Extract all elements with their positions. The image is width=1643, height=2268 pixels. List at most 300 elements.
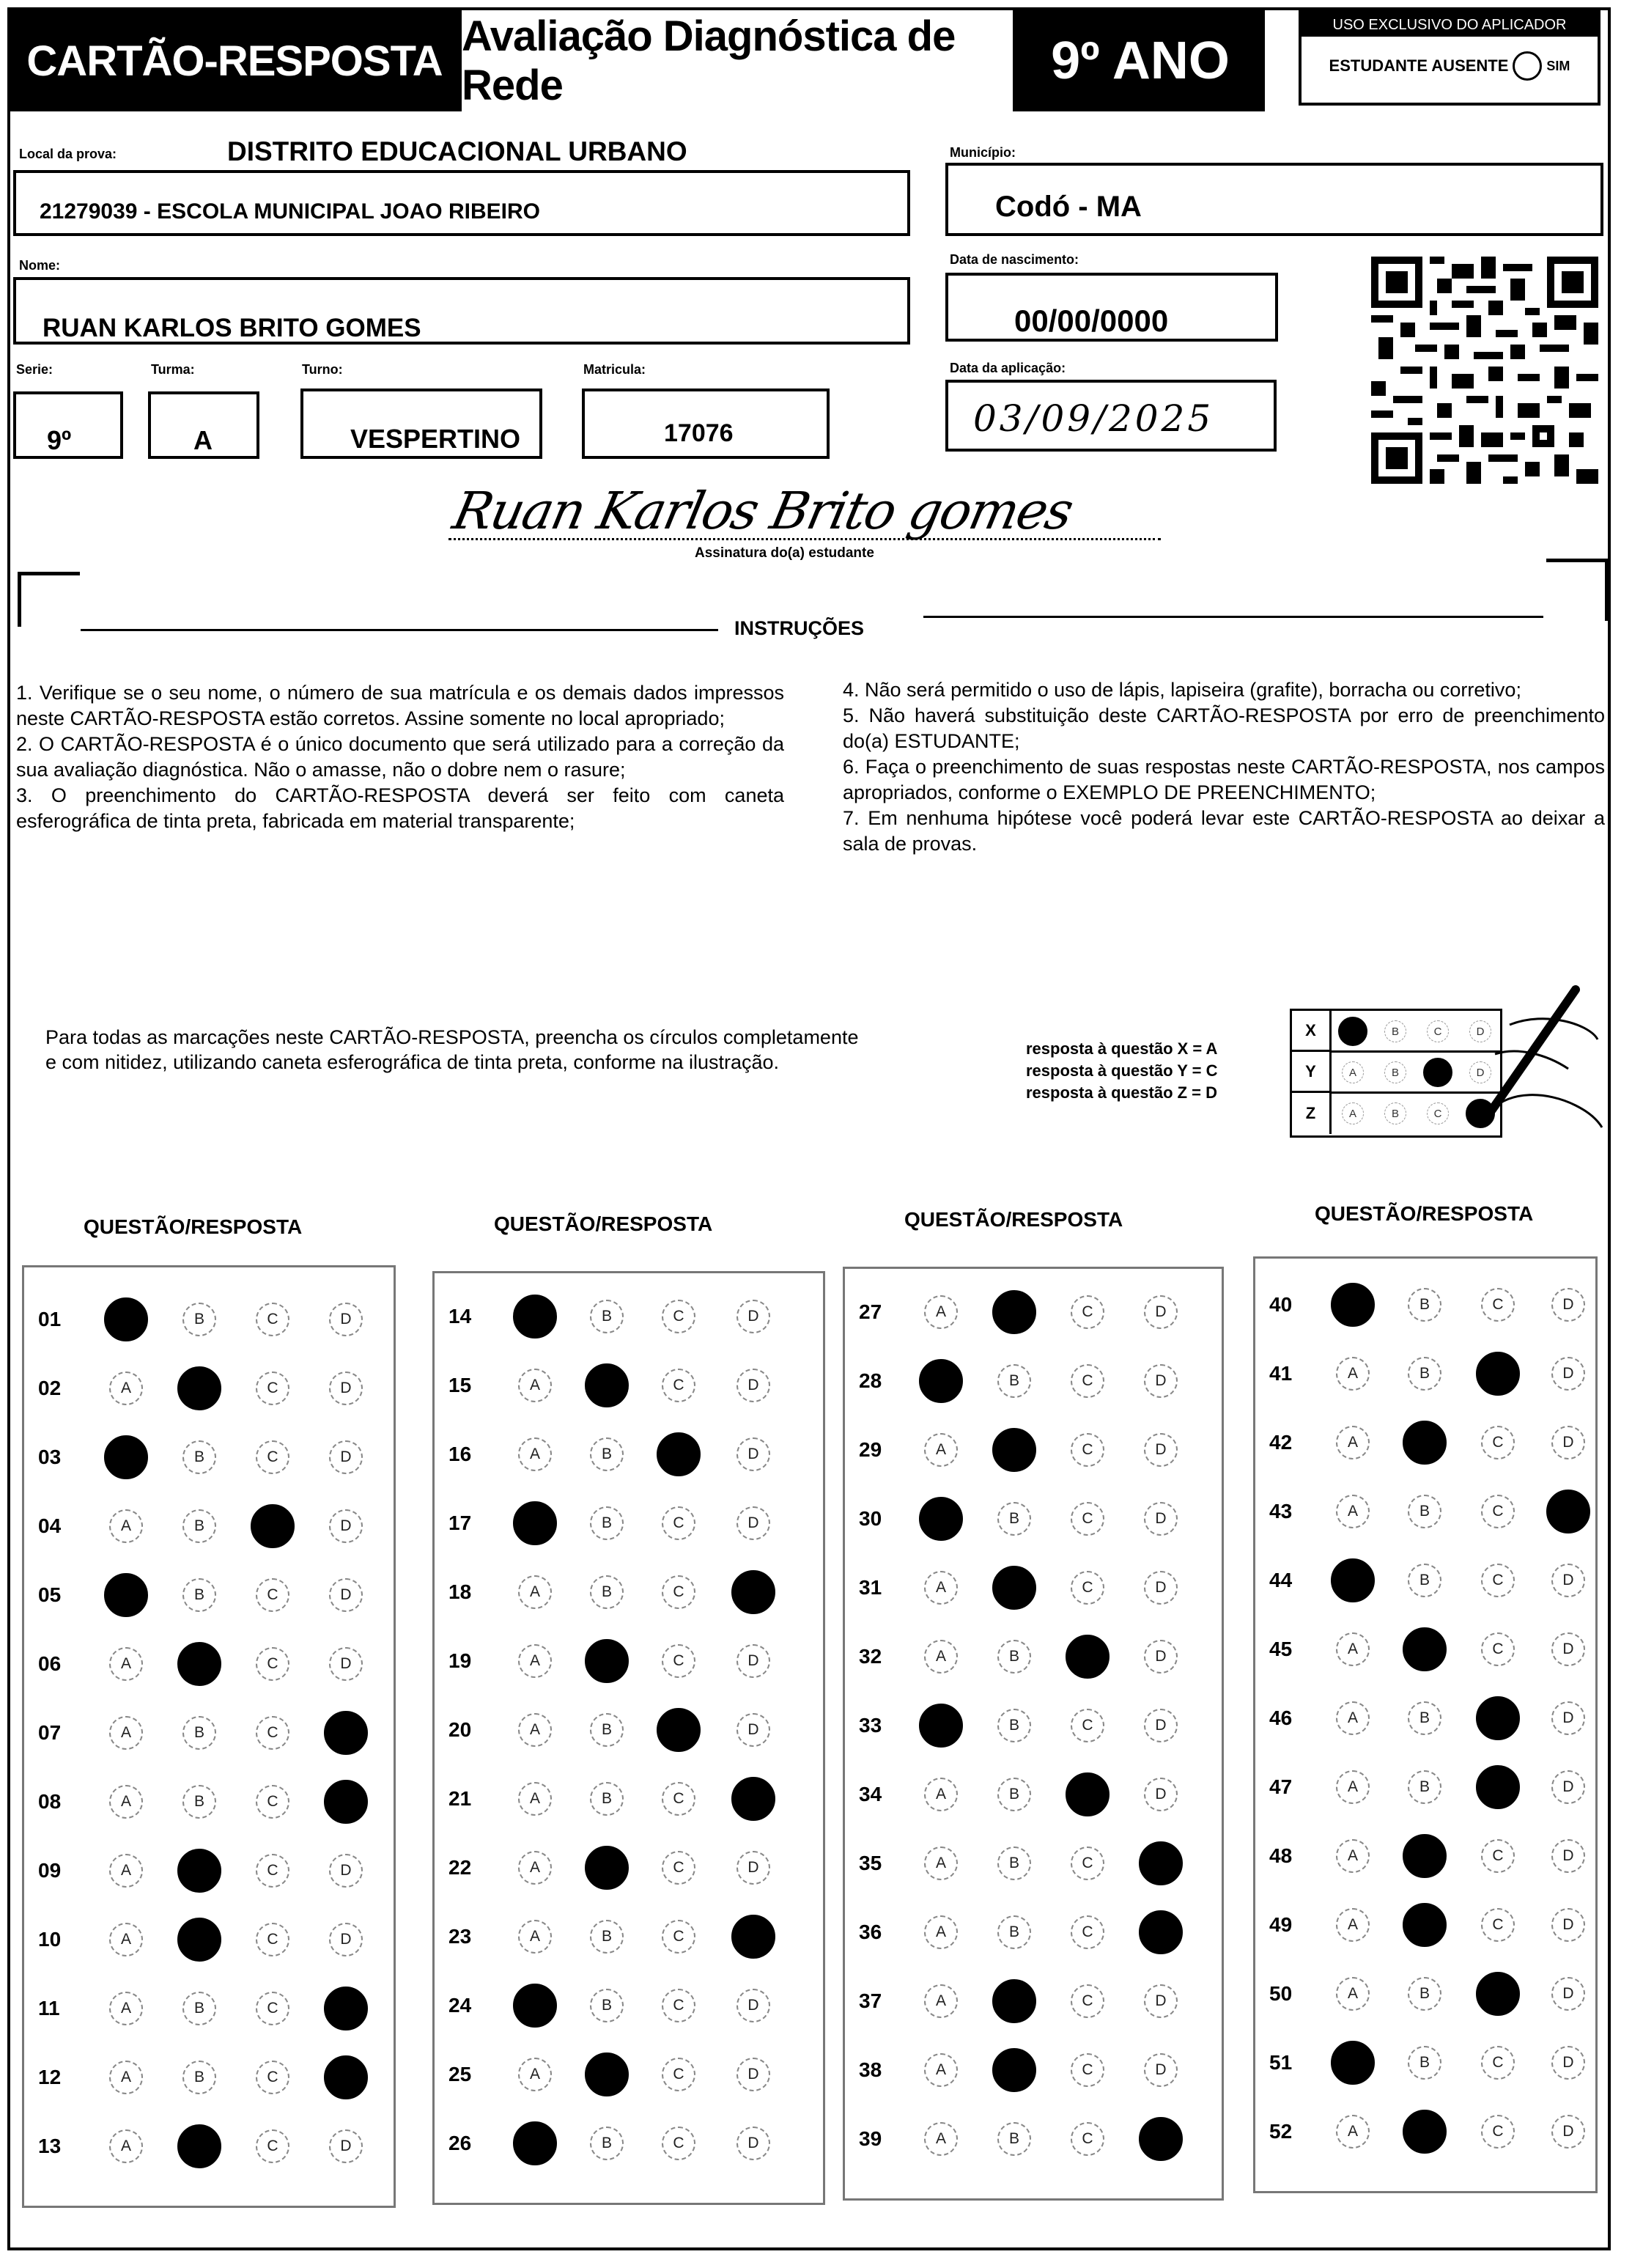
answer-bubble-d[interactable]: D <box>736 1989 770 2022</box>
serie-value: 9º <box>47 425 72 455</box>
question-number: 45 <box>1269 1638 1293 1660</box>
answer-bubble-a[interactable]: A <box>924 1571 958 1605</box>
answer-bubble-d[interactable]: D <box>1551 1908 1585 1942</box>
answer-bubble-a[interactable]: A <box>1336 1908 1370 1942</box>
answer-bubble-d[interactable]: D <box>1144 1502 1178 1536</box>
answer-bubble-b[interactable] <box>585 1639 629 1683</box>
answer-bubble-c[interactable]: C <box>1481 1426 1515 1459</box>
answer-bubble-d[interactable]: D <box>736 1437 770 1471</box>
answer-bubble-c[interactable]: C <box>256 1992 289 2025</box>
example-bubble: D <box>1469 1020 1491 1042</box>
answer-bubble-d[interactable] <box>731 1570 775 1614</box>
answer-bubble-b[interactable]: B <box>1408 2046 1441 2080</box>
question-number: 49 <box>1269 1913 1293 1936</box>
answer-bubble-b[interactable] <box>1403 1903 1447 1947</box>
answer-bubble-c[interactable] <box>1066 1635 1110 1679</box>
answer-bubble-c[interactable] <box>1476 1765 1520 1809</box>
answer-bubble-b[interactable]: B <box>590 1575 624 1609</box>
answer-bubble-d[interactable]: D <box>1551 1632 1585 1666</box>
answer-bubble-b[interactable] <box>1403 1627 1447 1671</box>
answer-bubble-b[interactable]: B <box>1408 1770 1441 1804</box>
answer-bubble-b[interactable]: B <box>1408 1495 1441 1528</box>
answer-bubble-a[interactable]: A <box>109 1992 143 2025</box>
answer-bubble-d[interactable]: D <box>1144 1571 1178 1605</box>
question-number: 29 <box>859 1438 882 1461</box>
answer-bubble-c[interactable]: C <box>662 1575 695 1609</box>
signature-label: Assinatura do(a) estudante <box>695 545 874 561</box>
answer-bubble-b[interactable]: B <box>997 1778 1031 1811</box>
municipio-label: Município: <box>950 145 1016 160</box>
question-number: 41 <box>1269 1362 1293 1385</box>
answer-bubble-d[interactable]: D <box>736 1300 770 1333</box>
answer-bubble-b[interactable]: B <box>182 1578 216 1612</box>
answer-bubble-b[interactable]: B <box>590 1782 624 1816</box>
bracket-left <box>18 572 80 627</box>
question-number: 46 <box>1269 1706 1293 1729</box>
answer-bubble-d[interactable] <box>1139 2117 1183 2161</box>
question-number: 31 <box>859 1576 882 1599</box>
answer-bubble-b[interactable]: B <box>182 1992 216 2025</box>
question-number: 01 <box>38 1308 62 1330</box>
question-number: 39 <box>859 2127 882 2150</box>
answer-bubble-a[interactable]: A <box>924 1433 958 1467</box>
nome-label: Nome: <box>19 258 61 273</box>
answer-bubble-b[interactable] <box>585 1363 629 1407</box>
answer-bubble-c[interactable]: C <box>1071 1984 1104 2018</box>
answer-bubble-d[interactable]: D <box>329 1509 363 1543</box>
answer-bubble-d[interactable]: D <box>1551 1357 1585 1391</box>
answer-bubble-b[interactable]: B <box>590 1506 624 1540</box>
answer-bubble-a[interactable]: A <box>109 1923 143 1956</box>
answer-bubble-c[interactable] <box>1476 1972 1520 2016</box>
question-number: 37 <box>859 1989 882 2012</box>
answer-bubble-d[interactable]: D <box>329 1647 363 1681</box>
answers-column-title: QUESTÃO/RESPOSTA <box>494 1212 713 1235</box>
answer-bubble-b[interactable] <box>177 1642 221 1686</box>
absent-label: ESTUDANTE AUSENTE <box>1329 56 1509 75</box>
answer-bubble-c[interactable]: C <box>1481 1288 1515 1322</box>
question-number: 05 <box>38 1583 62 1606</box>
answer-bubble-d[interactable]: D <box>736 1851 770 1885</box>
question-number: 06 <box>38 1652 62 1675</box>
answer-bubble-b[interactable]: B <box>997 1364 1031 1398</box>
answer-bubble-a[interactable]: A <box>924 1915 958 1949</box>
example-text: Para todas as marcações neste CARTÃO-RESPOSTA, preencha os círculos completamente e com nitidez, utilizando caneta esferográfica de tinta preta, conforme na ilustração. <box>45 1026 859 1073</box>
answer-bubble-c[interactable]: C <box>1071 1571 1104 1605</box>
answer-bubble-c[interactable]: C <box>1071 1295 1104 1329</box>
instruction-5: 5. Não haverá substituição deste CARTÃO-RESPOSTA por erro de preenchimento do(a) ESTUDANTE; <box>843 704 1605 752</box>
example-bubble: B <box>1384 1061 1406 1083</box>
qr-code <box>1370 257 1599 484</box>
turno-value: VESPERTINO <box>350 424 521 454</box>
answer-bubble-a[interactable]: A <box>1336 1426 1370 1459</box>
answer-bubble-c[interactable] <box>251 1504 295 1548</box>
answer-bubble-b[interactable]: B <box>997 1847 1031 1880</box>
answer-bubble-b[interactable] <box>177 2124 221 2168</box>
answer-bubble-d[interactable] <box>731 1777 775 1821</box>
applicator-box <box>1299 10 1600 106</box>
question-number: 36 <box>859 1921 882 1943</box>
answer-bubble-b[interactable]: B <box>590 2127 624 2160</box>
answer-bubble-d[interactable]: D <box>1551 1839 1585 1873</box>
instruction-3: 3. O preenchimento do CARTÃO-RESPOSTA deverá ser feito com caneta esferográfica de tinta preta, fabricada em material transparente; <box>16 784 784 832</box>
answer-bubble-d[interactable]: D <box>736 2058 770 2091</box>
answer-bubble-b[interactable] <box>992 1428 1036 1472</box>
answer-bubble-a[interactable] <box>513 1501 557 1545</box>
example-bubble: D <box>1469 1061 1491 1083</box>
question-number: 14 <box>448 1305 472 1328</box>
answer-bubble-c[interactable]: C <box>1071 1709 1104 1742</box>
example-bubble: C <box>1427 1020 1449 1042</box>
answer-bubble-c[interactable]: C <box>256 1923 289 1956</box>
absent-option: SIM <box>1546 58 1570 73</box>
aplicacao-value: 03/09/2025 <box>973 397 1214 440</box>
question-number: 18 <box>448 1580 472 1603</box>
answer-bubble-d[interactable]: D <box>329 1854 363 1888</box>
answer-bubble-a[interactable]: A <box>518 1920 552 1954</box>
instruction-2: 2. O CARTÃO-RESPOSTA é o único documento que será utilizado para a correção da sua avaliação diagnóstica. Não o amasse, não o dobre nem o rasure; <box>16 733 784 781</box>
answer-bubble-a[interactable]: A <box>109 1854 143 1888</box>
answer-bubble-d[interactable]: D <box>1144 1709 1178 1742</box>
answer-bubble-d[interactable]: D <box>329 1440 363 1474</box>
grade-title: 9º ANO <box>1016 10 1265 111</box>
example-bubble <box>1423 1058 1452 1087</box>
question-number: 22 <box>448 1856 472 1879</box>
answer-bubble-c[interactable]: C <box>256 1854 289 1888</box>
answer-bubble-a[interactable] <box>919 1359 963 1403</box>
answer-bubble-d[interactable]: D <box>1551 1426 1585 1459</box>
question-number: 16 <box>448 1443 472 1465</box>
answer-bubble-c[interactable] <box>1066 1772 1110 1816</box>
answer-bubble-d[interactable]: D <box>736 1369 770 1402</box>
answer-bubble-d[interactable] <box>324 1780 368 1824</box>
answer-bubble-a[interactable]: A <box>924 1847 958 1880</box>
answer-bubble-d[interactable]: D <box>1551 2046 1585 2080</box>
answer-bubble-a[interactable]: A <box>1336 1770 1370 1804</box>
matricula-value: 17076 <box>664 419 734 447</box>
answer-bubble-d[interactable]: D <box>329 1303 363 1336</box>
question-number: 25 <box>448 2063 472 2085</box>
answer-bubble-d[interactable]: D <box>1551 1564 1585 1597</box>
answer-bubble-d[interactable]: D <box>1144 1778 1178 1811</box>
question-number: 28 <box>859 1369 882 1392</box>
question-number: 11 <box>38 1997 60 2020</box>
answer-bubble-b[interactable]: B <box>590 1920 624 1954</box>
question-number: 40 <box>1269 1293 1293 1316</box>
answer-bubble-d[interactable]: D <box>1144 1364 1178 1398</box>
answer-bubble-a[interactable]: A <box>518 1369 552 1402</box>
answer-bubble-c[interactable]: C <box>256 1647 289 1681</box>
answer-bubble-d[interactable]: D <box>1144 1640 1178 1674</box>
answer-bubble-d[interactable]: D <box>1551 1770 1585 1804</box>
answer-bubble-b[interactable]: B <box>590 1713 624 1747</box>
example-legend <box>1026 1038 1217 1104</box>
answer-bubble-a[interactable]: A <box>1336 1977 1370 2011</box>
answer-bubble-c[interactable] <box>657 1708 701 1752</box>
signature-line <box>448 538 1161 540</box>
answer-bubble-d[interactable]: D <box>1551 1288 1585 1322</box>
question-number: 52 <box>1269 2120 1293 2143</box>
instructions-rule-right <box>923 616 1543 618</box>
answer-bubble-d[interactable] <box>324 2055 368 2099</box>
answer-bubble-d[interactable]: D <box>329 1923 363 1956</box>
answer-bubble-b[interactable]: B <box>1408 1357 1441 1391</box>
answer-bubble-d[interactable]: D <box>1551 2115 1585 2149</box>
answer-bubble-c[interactable]: C <box>1071 1433 1104 1467</box>
answer-bubble-b[interactable] <box>585 1846 629 1890</box>
answer-bubble-b[interactable] <box>177 1849 221 1893</box>
example-bubble: B <box>1384 1102 1406 1124</box>
answer-bubble-c[interactable]: C <box>1071 2053 1104 2087</box>
answer-bubble-a[interactable]: A <box>518 1575 552 1609</box>
answer-bubble-b[interactable] <box>1403 1834 1447 1878</box>
question-number: 26 <box>448 2132 472 2154</box>
answer-bubble-c[interactable]: C <box>256 2061 289 2094</box>
answer-bubble-c[interactable]: C <box>662 1369 695 1402</box>
answer-bubble-a[interactable]: A <box>109 1509 143 1543</box>
answer-bubble-a[interactable]: A <box>924 1984 958 2018</box>
answer-bubble-c[interactable]: C <box>662 1300 695 1333</box>
answer-bubble-a[interactable] <box>1331 1558 1375 1602</box>
answer-bubble-b[interactable] <box>992 1290 1036 1334</box>
answer-bubble-c[interactable]: C <box>1481 2046 1515 2080</box>
answer-bubble-a[interactable]: A <box>924 1295 958 1329</box>
answer-bubble-c[interactable]: C <box>662 2127 695 2160</box>
answer-bubble-b[interactable]: B <box>182 1440 216 1474</box>
turno-label: Turno: <box>302 362 343 377</box>
question-number: 04 <box>38 1514 62 1537</box>
answer-bubble-b[interactable] <box>177 1366 221 1410</box>
answer-bubble-a[interactable] <box>1331 2041 1375 2085</box>
answer-bubble-b[interactable]: B <box>1408 1564 1441 1597</box>
question-number: 51 <box>1269 2051 1293 2074</box>
answer-bubble-c[interactable]: C <box>256 1372 289 1405</box>
question-number: 09 <box>38 1859 62 1882</box>
school-value: 21279039 - ESCOLA MUNICIPAL JOAO RIBEIRO <box>40 199 540 224</box>
answer-bubble-c[interactable]: C <box>256 1303 289 1336</box>
answer-bubble-c[interactable]: C <box>1481 1908 1515 1942</box>
answer-bubble-b[interactable]: B <box>182 1716 216 1750</box>
answer-bubble-b[interactable]: B <box>182 2061 216 2094</box>
answer-bubble-c[interactable]: C <box>662 1782 695 1816</box>
answer-bubble-a[interactable]: A <box>518 1437 552 1471</box>
answer-bubble-a[interactable] <box>919 1497 963 1541</box>
answer-bubble-d[interactable]: D <box>736 2127 770 2160</box>
answer-bubble-d[interactable]: D <box>736 1713 770 1747</box>
answer-bubble-a[interactable]: A <box>109 2129 143 2163</box>
answer-bubble-b[interactable] <box>585 2052 629 2096</box>
answer-bubble-a[interactable]: A <box>109 1372 143 1405</box>
question-number: 30 <box>859 1507 882 1530</box>
answers-column-title: QUESTÃO/RESPOSTA <box>1315 1202 1534 1225</box>
question-number: 44 <box>1269 1569 1293 1591</box>
nascimento-label: Data de nascimento: <box>950 252 1079 267</box>
answer-bubble-a[interactable]: A <box>1336 1632 1370 1666</box>
answer-bubble-c[interactable]: C <box>256 1785 289 1819</box>
example-question-label: Z <box>1292 1093 1332 1134</box>
answer-bubble-a[interactable] <box>104 1573 148 1617</box>
answer-bubble-a[interactable]: A <box>518 1713 552 1747</box>
answer-bubble-a[interactable]: A <box>109 2061 143 2094</box>
answer-bubble-c[interactable]: C <box>1071 1364 1104 1398</box>
instruction-7: 7. Em nenhuma hipótese você poderá levar este CARTÃO-RESPOSTA ao deixar a sala de provas. <box>843 807 1605 855</box>
question-number: 02 <box>38 1377 62 1399</box>
example-bubble: A <box>1342 1102 1364 1124</box>
answer-bubble-d[interactable] <box>1139 1910 1183 1954</box>
question-number: 13 <box>38 2135 62 2157</box>
question-number: 24 <box>448 1994 472 2017</box>
answer-bubble-b[interactable]: B <box>997 1502 1031 1536</box>
question-number: 43 <box>1269 1500 1293 1523</box>
answer-bubble-d[interactable] <box>324 1711 368 1755</box>
answer-bubble-a[interactable]: A <box>924 2053 958 2087</box>
question-number: 10 <box>38 1928 62 1951</box>
example-question-label: Y <box>1292 1052 1332 1093</box>
answer-bubble-c[interactable]: C <box>256 1440 289 1474</box>
answer-bubble-a[interactable] <box>513 1984 557 2028</box>
answer-bubble-d[interactable]: D <box>736 1644 770 1678</box>
pen-illustration-icon <box>1466 981 1605 1142</box>
answer-bubble-a[interactable]: A <box>924 1640 958 1674</box>
question-number: 33 <box>859 1714 882 1737</box>
question-number: 19 <box>448 1649 472 1672</box>
answer-bubble-b[interactable]: B <box>1408 1288 1441 1322</box>
answer-bubble-d[interactable]: D <box>329 2129 363 2163</box>
answer-bubble-a[interactable]: A <box>518 1782 552 1816</box>
answer-bubble-d[interactable]: D <box>736 1506 770 1540</box>
answer-bubble-c[interactable]: C <box>1481 1632 1515 1666</box>
answer-bubble-d[interactable] <box>324 1987 368 2030</box>
answer-bubble-b[interactable]: B <box>182 1509 216 1543</box>
exam-title: Avaliação Diagnóstica de Rede <box>459 10 1016 111</box>
answer-bubble-a[interactable]: A <box>924 2122 958 2156</box>
answer-bubble-a[interactable]: A <box>518 1851 552 1885</box>
answer-bubble-b[interactable]: B <box>1408 1977 1441 2011</box>
answer-bubble-b[interactable] <box>992 1566 1036 1610</box>
answer-bubble-d[interactable] <box>1546 1490 1590 1534</box>
answer-bubble-a[interactable]: A <box>109 1716 143 1750</box>
answer-bubble-c[interactable]: C <box>662 1506 695 1540</box>
answer-bubble-d[interactable]: D <box>1144 2053 1178 2087</box>
answer-bubble-a[interactable]: A <box>109 1647 143 1681</box>
answer-bubble-c[interactable] <box>1476 1352 1520 1396</box>
answer-bubble-d[interactable] <box>731 1915 775 1959</box>
local-label: Local da prova: <box>19 147 117 161</box>
aplicacao-label: Data da aplicação: <box>950 361 1066 375</box>
answer-bubble-a[interactable] <box>104 1435 148 1479</box>
answer-bubble-c[interactable]: C <box>662 1920 695 1954</box>
question-number: 15 <box>448 1374 472 1396</box>
answer-bubble-b[interactable]: B <box>997 1915 1031 1949</box>
answers-column-title: QUESTÃO/RESPOSTA <box>84 1215 303 1238</box>
answer-bubble-a[interactable]: A <box>518 1644 552 1678</box>
answer-bubble-a[interactable]: A <box>1336 1495 1370 1528</box>
question-number: 32 <box>859 1645 882 1668</box>
answer-bubble-d[interactable]: D <box>329 1372 363 1405</box>
answer-bubble-b[interactable]: B <box>997 1709 1031 1742</box>
answer-bubble-c[interactable]: C <box>662 2058 695 2091</box>
answer-bubble-b[interactable]: B <box>1408 1701 1441 1735</box>
question-number: 42 <box>1269 1431 1293 1454</box>
answer-bubble-c[interactable]: C <box>1481 1839 1515 1873</box>
answer-bubble-c[interactable]: C <box>1481 1495 1515 1528</box>
answer-bubble-a[interactable]: A <box>109 1785 143 1819</box>
answer-bubble-a[interactable] <box>513 2121 557 2165</box>
answer-bubble-a[interactable]: A <box>518 2058 552 2091</box>
example-bubble: C <box>1427 1102 1449 1124</box>
answer-bubble-c[interactable]: C <box>1481 1564 1515 1597</box>
answer-bubble-b[interactable] <box>992 1979 1036 2023</box>
answer-bubble-c[interactable]: C <box>1071 2122 1104 2156</box>
example-bubble: B <box>1384 1020 1406 1042</box>
answer-bubble-a[interactable]: A <box>1336 1839 1370 1873</box>
answer-bubble-b[interactable]: B <box>590 1300 624 1333</box>
answer-bubble-a[interactable] <box>513 1295 557 1339</box>
question-number: 17 <box>448 1512 472 1534</box>
answer-bubble-b[interactable]: B <box>997 1640 1031 1674</box>
answer-bubble-d[interactable]: D <box>1551 1701 1585 1735</box>
answer-bubble-b[interactable]: B <box>182 1303 216 1336</box>
answer-bubble-c[interactable] <box>657 1432 701 1476</box>
answer-bubble-a[interactable]: A <box>1336 1357 1370 1391</box>
question-number: 34 <box>859 1783 882 1805</box>
answer-bubble-b[interactable]: B <box>590 1989 624 2022</box>
answer-bubble-c[interactable]: C <box>662 1644 695 1678</box>
answer-bubble-d[interactable]: D <box>329 1578 363 1612</box>
question-number: 47 <box>1269 1775 1293 1798</box>
answer-bubble-d[interactable] <box>1139 1841 1183 1885</box>
absent-checkbox[interactable] <box>1513 51 1542 81</box>
answer-bubble-c[interactable]: C <box>256 1716 289 1750</box>
local-value: DISTRITO EDUCACIONAL URBANO <box>227 136 687 166</box>
answer-bubble-b[interactable] <box>1403 1421 1447 1465</box>
example-question-label: X <box>1292 1011 1332 1052</box>
answer-bubble-d[interactable]: D <box>1551 1977 1585 2011</box>
answer-bubble-a[interactable] <box>919 1704 963 1748</box>
question-number: 50 <box>1269 1982 1293 2005</box>
question-number: 21 <box>448 1787 472 1810</box>
answer-bubble-c[interactable]: C <box>256 2129 289 2163</box>
answer-bubble-a[interactable] <box>104 1297 148 1341</box>
answer-bubble-c[interactable]: C <box>1481 2115 1515 2149</box>
answer-bubble-c[interactable]: C <box>1071 1847 1104 1880</box>
answer-bubble-c[interactable]: C <box>662 1851 695 1885</box>
answer-bubble-b[interactable]: B <box>590 1437 624 1471</box>
answer-bubble-d[interactable]: D <box>1144 1433 1178 1467</box>
answer-bubble-b[interactable]: B <box>182 1785 216 1819</box>
question-number: 23 <box>448 1925 472 1948</box>
answers-column-title: QUESTÃO/RESPOSTA <box>904 1208 1123 1231</box>
answer-bubble-b[interactable]: B <box>997 2122 1031 2156</box>
question-number: 35 <box>859 1852 882 1874</box>
answer-bubble-a[interactable]: A <box>1336 2115 1370 2149</box>
answer-bubble-a[interactable]: A <box>924 1778 958 1811</box>
answer-bubble-b[interactable] <box>992 2048 1036 2092</box>
answer-bubble-c[interactable]: C <box>256 1578 289 1612</box>
answer-bubble-c[interactable]: C <box>1071 1502 1104 1536</box>
answer-bubble-d[interactable]: D <box>1144 1295 1178 1329</box>
answer-bubble-a[interactable] <box>1331 1283 1375 1327</box>
answer-bubble-d[interactable]: D <box>1144 1984 1178 2018</box>
answer-bubble-c[interactable]: C <box>662 1989 695 2022</box>
answer-bubble-b[interactable] <box>1403 2110 1447 2154</box>
answer-bubble-b[interactable] <box>177 1918 221 1962</box>
answer-bubble-c[interactable] <box>1476 1696 1520 1740</box>
signature-handwritten: Ruan Karlos Brito gomes <box>448 481 1078 541</box>
answer-bubble-c[interactable]: C <box>1071 1915 1104 1949</box>
answer-bubble-a[interactable]: A <box>1336 1701 1370 1735</box>
instruction-6: 6. Faça o preenchimento de suas respostas neste CARTÃO-RESPOSTA, nos campos apropriados, conforme o EXEMPLO DE PREENCHIMENTO; <box>843 756 1605 803</box>
